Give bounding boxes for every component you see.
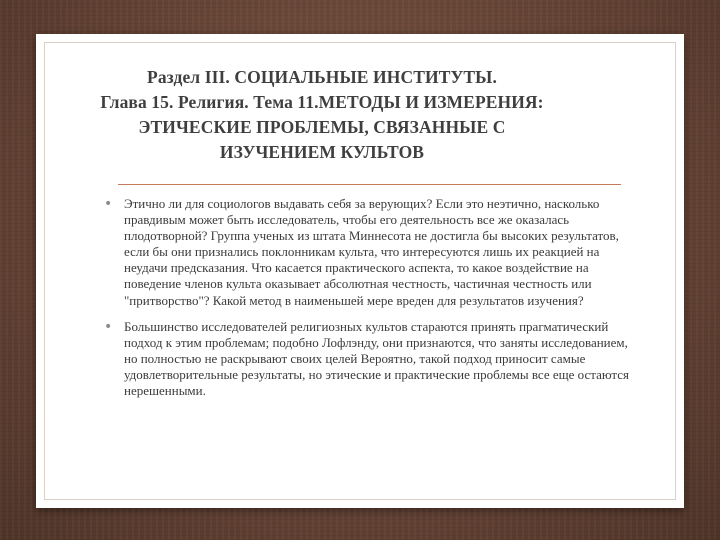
bullet-text: Этично ли для социологов выдавать себя за верующих? Если это неэтично, насколько правдивым может быть исследователь, чтобы его деятельность все же оказалась плодотворной? Группа ученых из штата Миннесота не достигла бы высоких результатов, если бы они признались поклонникам культа, что интересуются лишь их реакцией на неудачи предсказания. Что касается практического аспекта, то какое воздействие на поведение членов культа оказывает абсолютная честность, частичная честность или "притворство"? Какой метод в наименьшей мере вреден для результатов изучения? [124,196,619,308]
slide-title [62,65,582,165]
title-divider [118,184,621,185]
bullet-text: Большинство исследователей религиозных культов стараются принять прагматический подход к этим проблемам; подобно Лофлэнду, они признаются, что заняты исследованием, но полностью не раскрывают своих целей Вероятно, такой подход приносит самые удовлетворительные результаты, но этические и практические проблемы все еще остаются нерешенными. [124,318,630,399]
bullet-item [104,196,634,309]
bullet-item [104,319,634,399]
bullet-list [104,196,634,409]
title-line-4: ИЗУЧЕНИЕМ КУЛЬТОВ [219,142,425,162]
bullet-icon: • [104,318,113,335]
title-line-2: Глава 15. Религия. Тема 11.МЕТОДЫ И ИЗМЕРЕНИЯ: [100,92,544,112]
title-line-3: ЭТИЧЕСКИЕ ПРОБЛЕМЫ, СВЯЗАННЫЕ С [138,117,506,137]
bullet-icon: • [104,196,113,212]
title-line-1: Раздел III. СОЦИАЛЬНЫЕ ИНСТИТУТЫ. [147,67,497,87]
slide [36,34,684,508]
